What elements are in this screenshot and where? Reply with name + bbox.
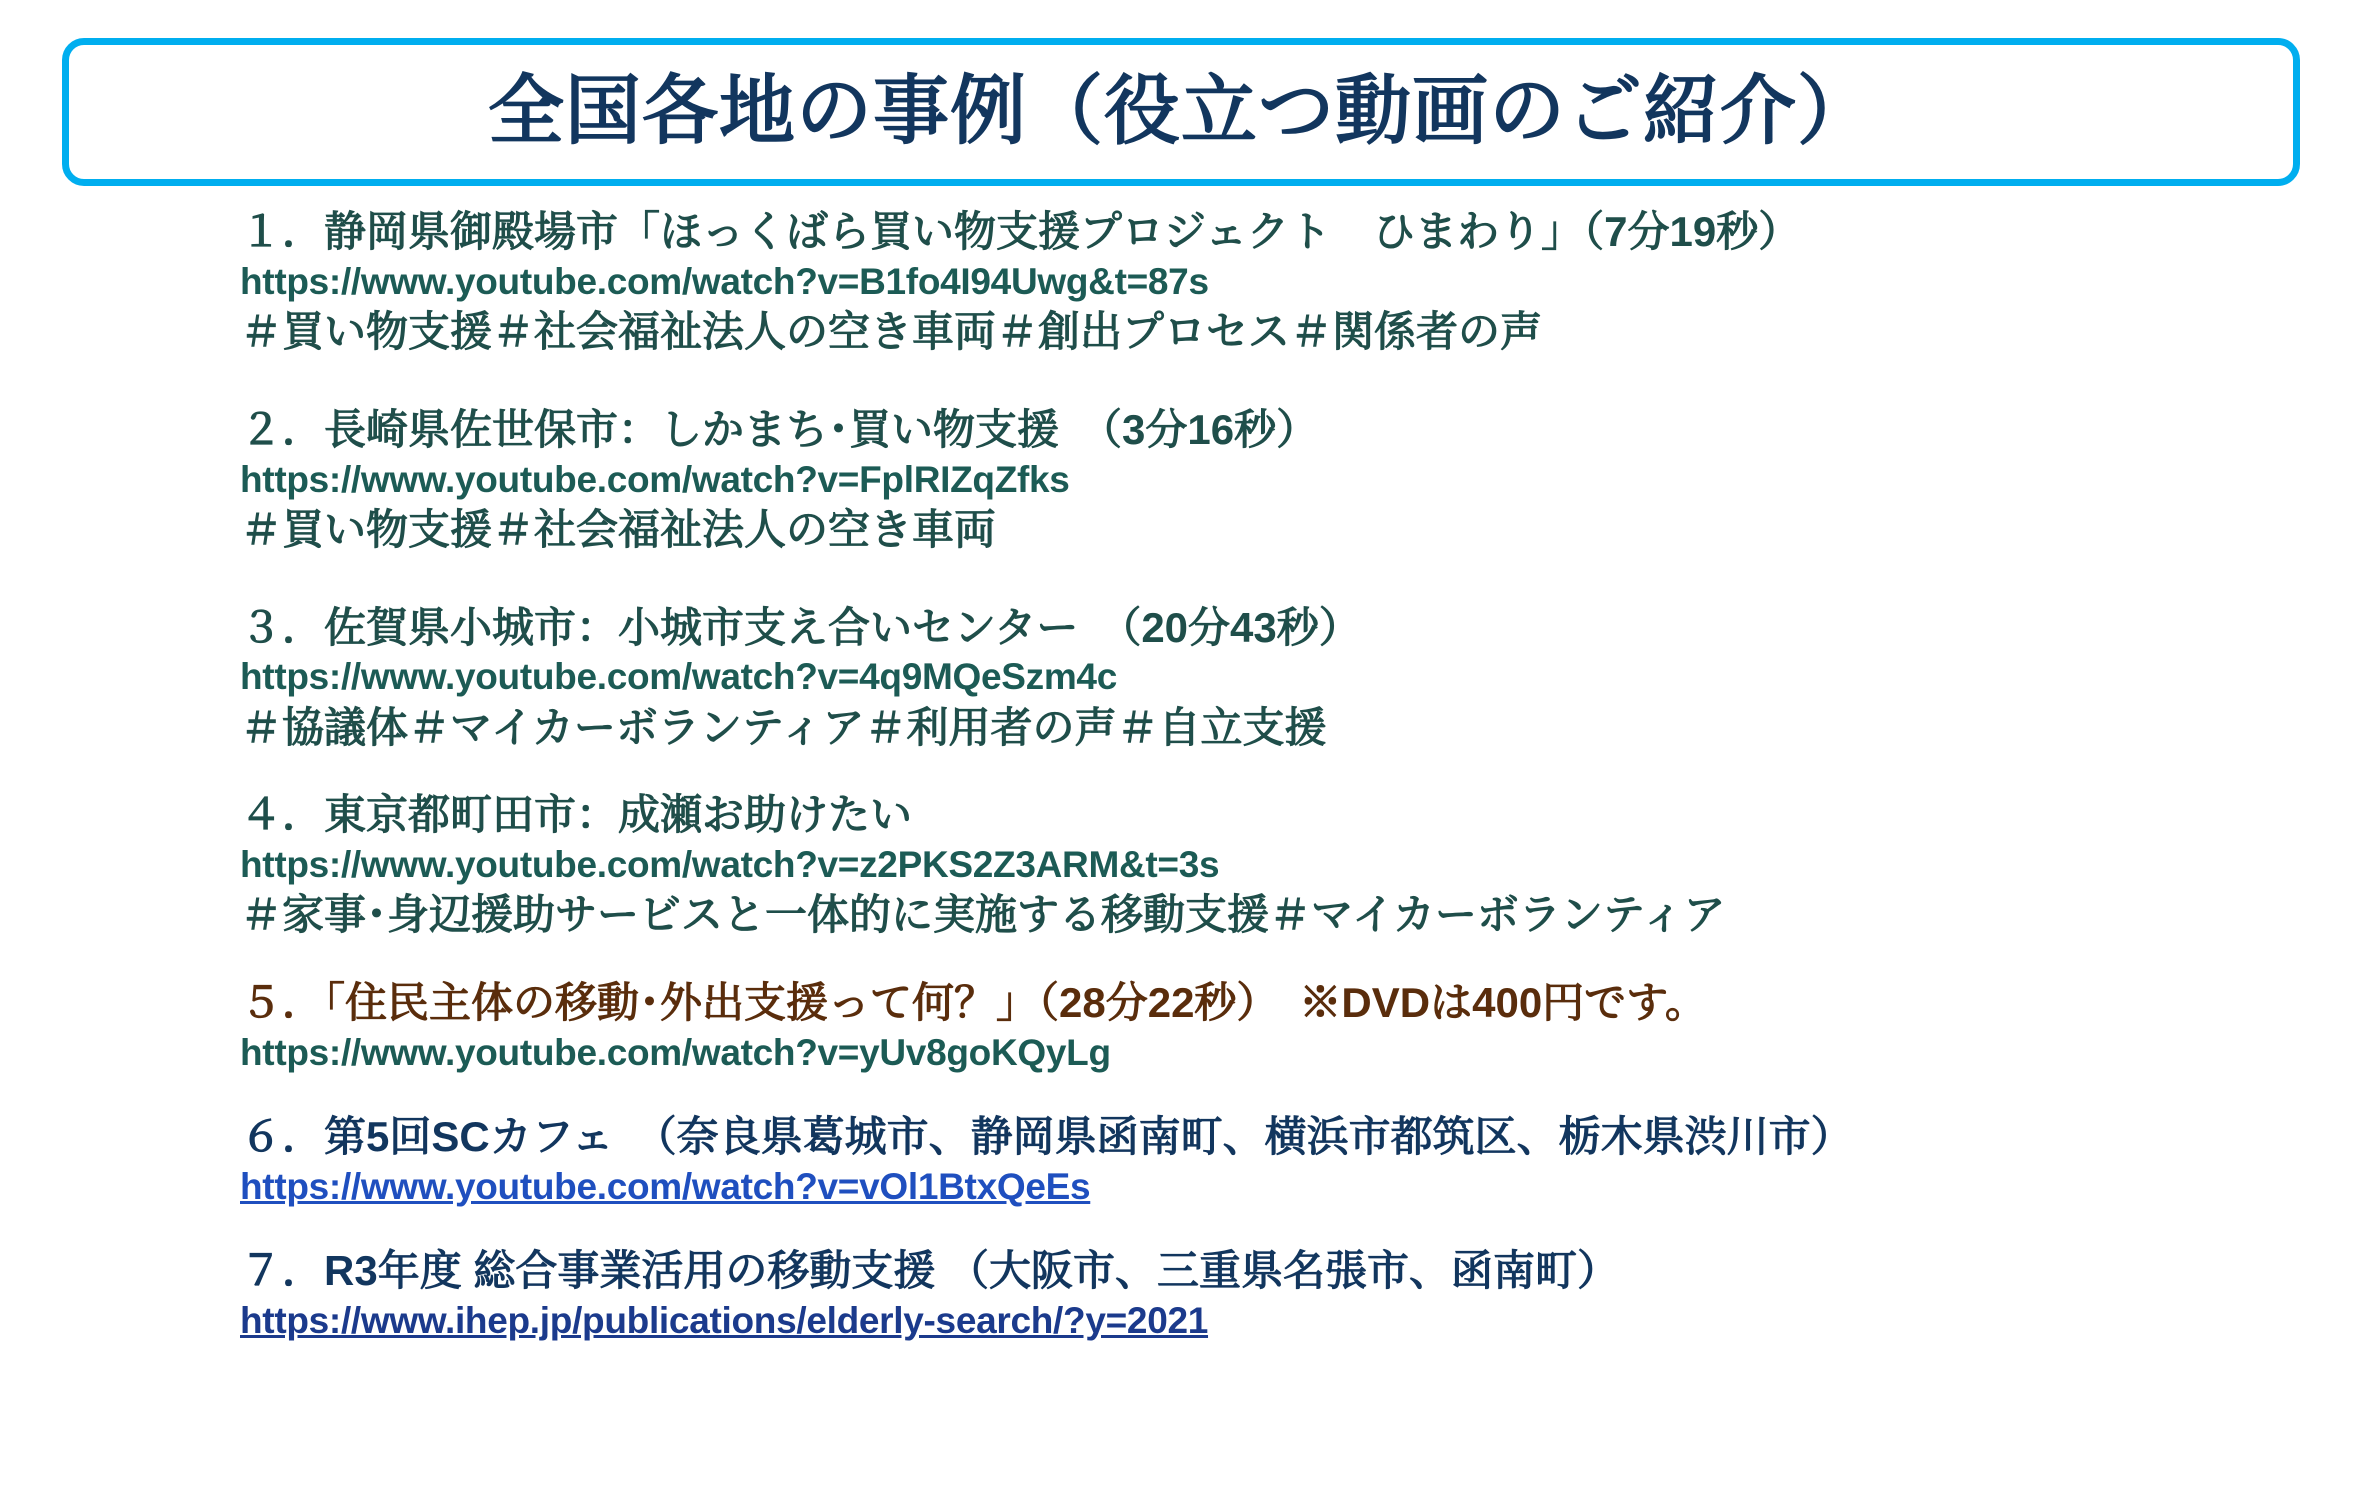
- entry-url[interactable]: https://www.youtube.com/watch?v=B1fo4I94Uwg&t=87s: [240, 260, 1209, 302]
- entry-url[interactable]: https://www.youtube.com/watch?v=vOl1BtxQeEs: [240, 1165, 1091, 1207]
- entry-tags: ＃家事･身辺援助サービスと一体的に実施する移動支援＃マイカーボランティア: [240, 891, 1726, 939]
- entry-url[interactable]: https://www.youtube.com/watch?v=z2PKS2Z3ARM&t=3s: [240, 844, 1220, 885]
- entry-heading: ７．R3年度 総合事業活用の移動支援 （大阪市、三重県名張市、函南町）: [240, 1247, 1620, 1294]
- list-item: [240, 1110, 2340, 1210]
- entry-heading: ４．東京都町田市：成瀬お助けたい: [240, 791, 913, 839]
- video-list: [240, 205, 2340, 1344]
- entry-tags: ＃買い物支援＃社会福祉法人の空き車両: [240, 505, 997, 553]
- entry-url[interactable]: https://www.youtube.com/watch?v=yUv8goKQyLg: [240, 1031, 1111, 1073]
- list-item: [240, 788, 2340, 942]
- entry-heading: １．静岡県御殿場市「ほっくばら買い物支援プロジェクト ひまわり」（7分19秒）: [240, 208, 1801, 255]
- entry-heading: ２．長崎県佐世保市：しかまち･買い物支援 （3分16秒）: [240, 405, 1319, 453]
- slide-title-box: [62, 38, 2300, 186]
- list-item: [240, 205, 2340, 359]
- entry-url[interactable]: https://www.youtube.com/watch?v=FplRIZqZfks: [240, 458, 1070, 500]
- entry-tags: ＃買い物支援＃社会福祉法人の空き車両＃創出プロセス＃関係者の声: [240, 308, 1543, 355]
- list-item: [240, 1244, 2340, 1344]
- spacer: [240, 557, 2340, 601]
- entry-tags: ＃協議体＃マイカーボランティア＃利用者の声＃自立支援: [240, 703, 1327, 751]
- page-title: 全国各地の事例（役立つ動画のご紹介）: [488, 69, 1874, 154]
- list-item: [240, 976, 2340, 1076]
- spacer: [240, 754, 2340, 788]
- list-item: [240, 601, 2340, 755]
- spacer: [240, 359, 2340, 403]
- list-item: [240, 403, 2340, 557]
- entry-url[interactable]: https://www.youtube.com/watch?v=4q9MQeSzm4c: [240, 656, 1117, 698]
- spacer: [240, 942, 2340, 976]
- entry-heading: ５．「住民主体の移動･外出支援って何？」（28分22秒） ※DVDは400円です。: [240, 979, 1707, 1026]
- spacer: [240, 1076, 2340, 1110]
- entry-url[interactable]: https://www.ihep.jp/publications/elderly-search/?y=2021: [240, 1299, 1209, 1341]
- entry-heading: ３．佐賀県小城市：小城市支え合いセンター （20分43秒）: [240, 603, 1361, 651]
- spacer: [240, 1210, 2340, 1244]
- entry-heading: ６．第5回SCカフェ （奈良県葛城市、静岡県函南町、横浜市都筑区、栃木県渋川市）: [240, 1113, 1853, 1160]
